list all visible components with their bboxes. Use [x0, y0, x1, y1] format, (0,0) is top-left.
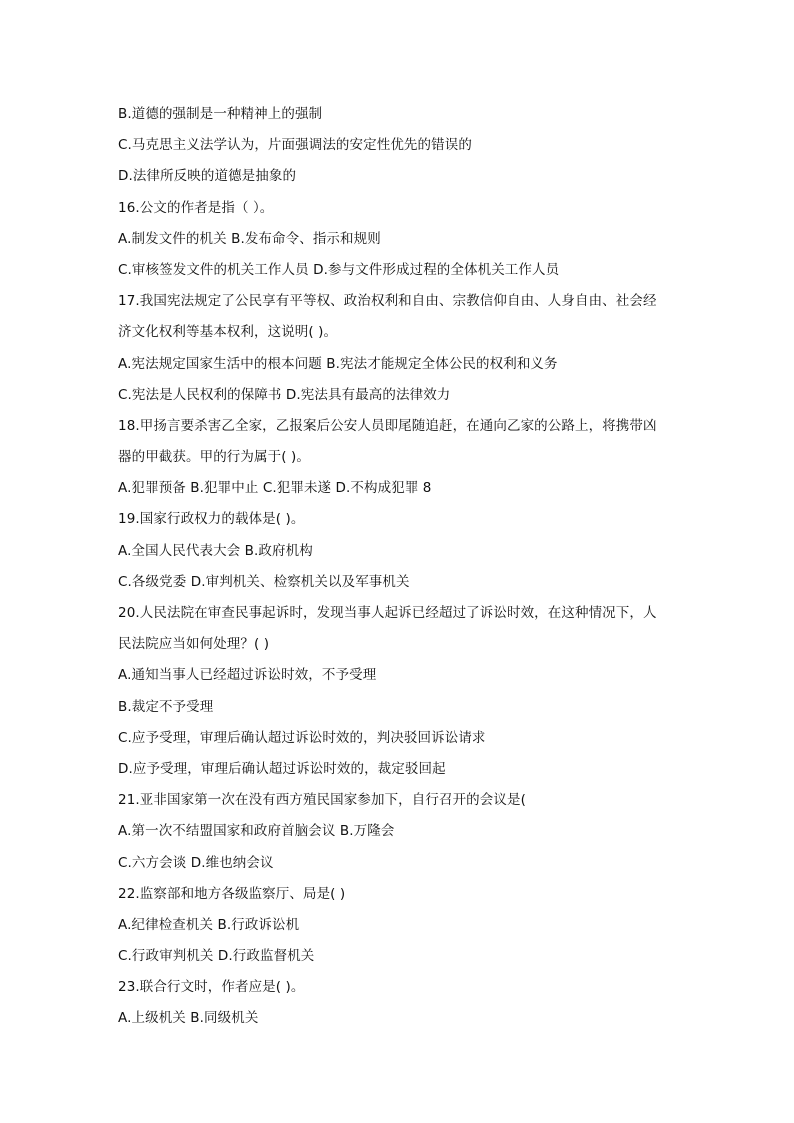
text-line: D.法律所反映的道德是抽象的 [118, 168, 297, 185]
text-line: A.制发文件的机关 B.发布命令、指示和规则 [118, 230, 381, 247]
text-line: C.审核签发文件的机关工作人员 D.参与文件形成过程的全体机关工作人员 [118, 261, 560, 278]
text-line: A.全国人民代表大会 B.政府机构 [118, 542, 313, 559]
text-line: A.第一次不结盟国家和政府首脑会议 B.万隆会 [118, 823, 395, 840]
text-line: C.各级党委 D.审判机关、检察机关以及军事机关 [118, 573, 410, 590]
question-23: 23.联合行文时，作者应是( )。 [118, 979, 305, 996]
document-page [118, 99, 678, 1035]
text-line: 器的甲截获。甲的行为属于( )。 [118, 449, 310, 466]
text-line: C.六方会谈 D.维也纳会议 [118, 854, 274, 871]
text-line: A.纪律检查机关 B.行政诉讼机 [118, 916, 300, 933]
question-20: 20.人民法院在审查民事起诉时，发现当事人起诉已经超过了诉讼时效，在这种情况下，人 [118, 605, 657, 621]
question-18: 18.甲扬言要杀害乙全家，乙报案后公安人员即尾随追赶，在通向乙家的公路上，将携带凶 [118, 417, 657, 434]
text-line: C.宪法是人民权利的保障书 D.宪法具有最高的法律效力 [118, 386, 451, 403]
text-line: D.应予受理，审理后确认超过诉讼时效的，裁定驳回起 [118, 760, 446, 777]
text-line: A.上级机关 B.同级机关 [118, 1010, 259, 1027]
text-line: B.道德的强制是一种精神上的强制 [118, 106, 323, 122]
text-line: B.裁定不予受理 [118, 698, 214, 715]
text-line: A.通知当事人已经超过诉讼时效，不予受理 [118, 667, 377, 684]
text-line: A.犯罪预备 B.犯罪中止 C.犯罪未遂 D.不构成犯罪 8 [118, 480, 432, 497]
question-16: 16.公文的作者是指（ ）。 [118, 199, 274, 216]
text-line: C.马克思主义法学认为，片面强调法的安定性优先的错误的 [118, 137, 472, 154]
question-22: 22.监察部和地方各级监察厅、局是( ) [118, 885, 346, 902]
text-line: 民法院应当如何处理？( ) [118, 636, 270, 653]
question-21: 21.亚非国家第一次在没有西方殖民国家参加下，自行召开的会议是( [118, 792, 526, 809]
text-line: A.宪法规定国家生活中的根本问题 B.宪法才能规定全体公民的权利和义务 [118, 355, 558, 372]
text-line: C.行政审判机关 D.行政监督机关 [118, 948, 315, 965]
text-line: C.应予受理，审理后确认超过诉讼时效的，判决驳回诉讼请求 [118, 729, 486, 746]
text-line: 济文化权利等基本权利，这说明( )。 [118, 324, 338, 341]
question-19: 19.国家行政权力的载体是( )。 [118, 511, 305, 528]
question-17: 17.我国宪法规定了公民享有平等权、政治权利和自由、宗教信仰自由、人身自由、社会经 [118, 293, 657, 310]
